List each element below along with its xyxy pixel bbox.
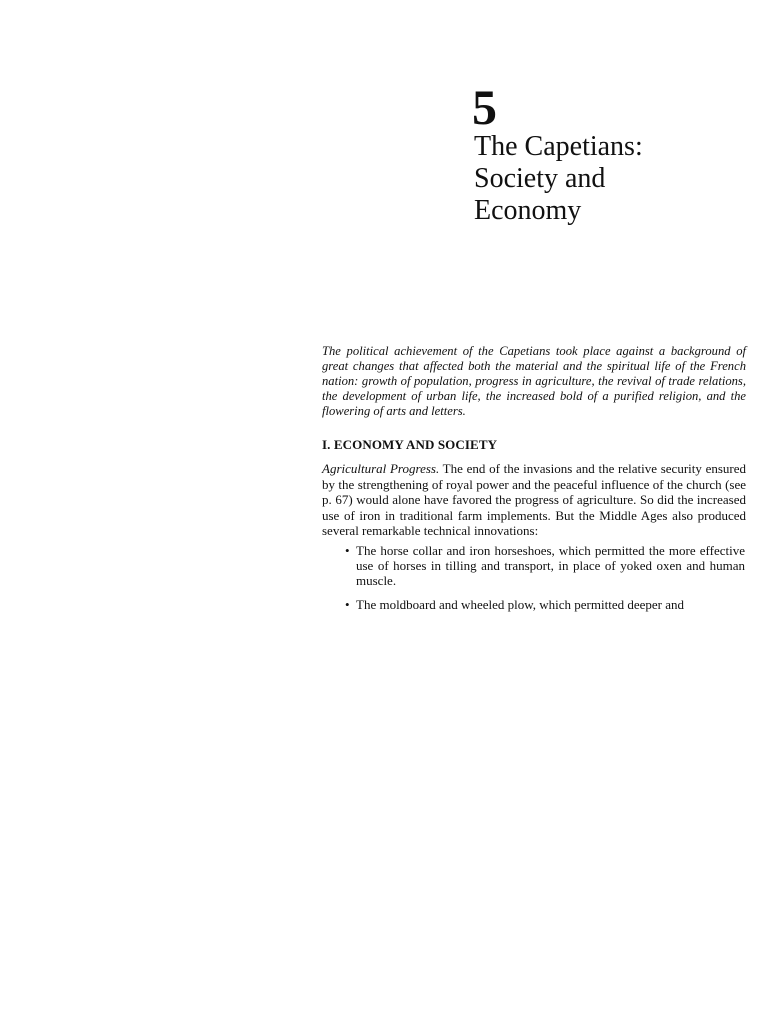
bullet-mark: • xyxy=(345,543,350,558)
chapter-intro: The political achievement of the Capetians took place against a background of great changes that affected both the material and the spiritual life of the French nation: growth of population, progress in agriculture, the revival of trade relations, the development of urban life, the increased bold of a purified religion, and the flowering of arts and letters. xyxy=(322,344,746,418)
run-in-heading: Agricultural Progress. xyxy=(322,461,440,476)
list-item-text: The horse collar and iron horseshoes, which permitted the more effective use of horses in tilling and transport, in place of yoked oxen and human muscle. xyxy=(356,543,745,588)
chapter-title-line: Economy xyxy=(474,195,582,226)
paragraph-text: The end of the invasions and the relative security ensured by the strengthening of royal power and the peaceful influence of the church (see p. 67) would alone have favored the progress of agriculture. So did the increased use of iron in traditional farm implements. But the Middle Ages also produced several remarkable technical innovations: xyxy=(322,461,746,538)
chapter-number: 5 xyxy=(472,79,497,135)
list-item xyxy=(345,597,745,612)
chapter-title xyxy=(474,131,734,227)
bullet-mark: • xyxy=(345,597,350,612)
chapter-title-line: The Capetians: xyxy=(474,131,643,162)
body-paragraph xyxy=(322,461,746,539)
section-heading: I. ECONOMY AND SOCIETY xyxy=(322,437,498,452)
chapter-title-line: Society and xyxy=(474,163,606,194)
list-item-text: The moldboard and wheeled plow, which permitted deeper and xyxy=(356,597,685,612)
list-item xyxy=(345,543,745,588)
innovation-list xyxy=(345,543,745,621)
